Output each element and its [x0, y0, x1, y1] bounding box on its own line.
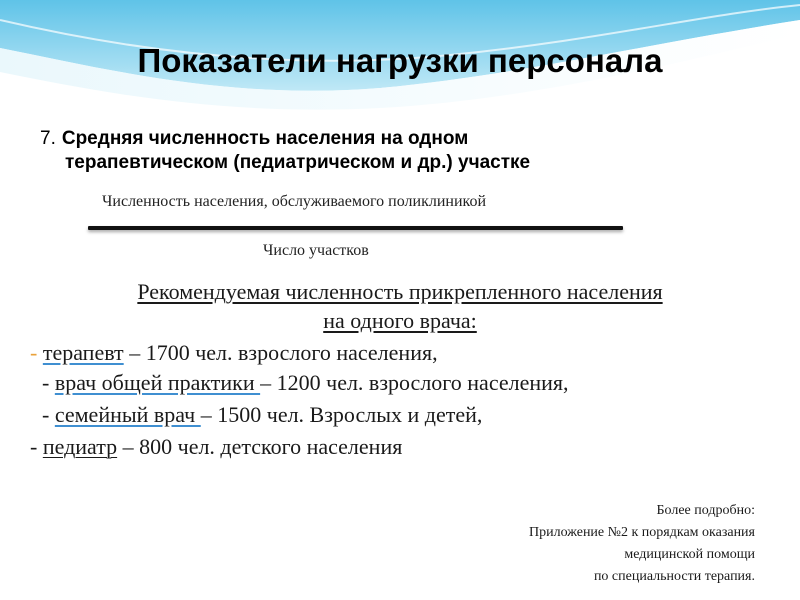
indicator-point	[40, 127, 740, 175]
role-pediatrician: педиатр	[42, 434, 118, 459]
list-dash: -	[30, 434, 38, 459]
indicator-line-1	[40, 127, 740, 151]
norm-text: – 1200 чел. взрослого населения,	[260, 370, 569, 395]
list-item-family-doctor	[42, 402, 482, 428]
recommendation-line-1: Рекомендуемая численность прикрепленного населения	[137, 279, 663, 304]
indicator-line-2: терапевтическом (педиатрическом и др.) участке	[65, 152, 531, 173]
note-line-3: медицинской помощи	[624, 547, 755, 562]
list-dash: -	[30, 340, 38, 365]
note-line-2: Приложение №2 к порядкам оказания	[529, 525, 755, 540]
indicator-number: 7.	[40, 128, 56, 149]
formula-denominator: Число участков	[263, 242, 369, 259]
list-dash: -	[42, 370, 50, 395]
role-therapist: терапевт	[42, 340, 124, 365]
indicator-line-1-text: Средняя численность населения на одном	[61, 128, 469, 149]
role-family-doctor: семейный врач	[54, 402, 201, 427]
formula-numerator: Численность населения, обслуживаемого поликлиникой	[102, 193, 487, 210]
recommendation-heading	[0, 277, 800, 335]
recommendation-line-2: на одного врача:	[323, 308, 477, 333]
norm-text: – 1700 чел. взрослого населения,	[123, 340, 438, 365]
list-item-gp	[42, 370, 569, 396]
slide-title: Показатели нагрузки персонала	[137, 42, 663, 79]
note-line-4: по специальности терапия.	[593, 569, 755, 584]
list-dash: -	[42, 402, 50, 427]
formula-fraction-bar	[88, 226, 623, 230]
norm-text: – 800 чел. детского населения	[117, 434, 403, 459]
norm-text: – 1500 чел. Взрослых и детей,	[200, 402, 483, 427]
list-item-therapist	[30, 340, 438, 366]
note-line-1: Более подробно:	[656, 503, 755, 518]
reference-note	[395, 500, 755, 588]
role-general-practitioner: врач общей практики	[54, 370, 261, 395]
list-item-pediatrician	[30, 434, 402, 460]
